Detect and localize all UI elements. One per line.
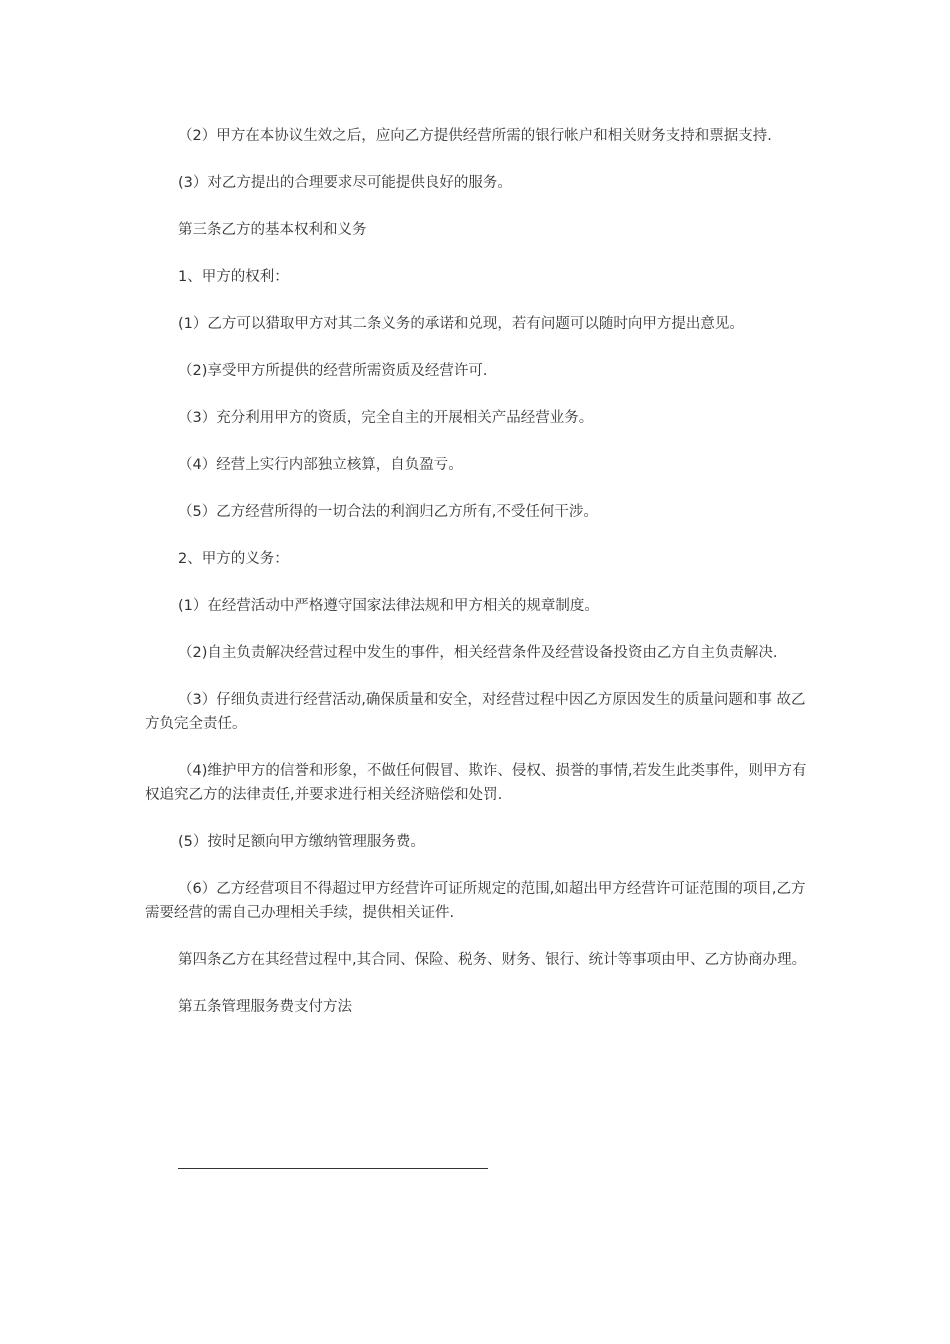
subheading-obligations: 2、甲方的义务： [178,551,289,567]
section-heading-article-3: 第三条乙方的基本权利和义务 [178,222,367,238]
paragraph-party-a-service: (3）对乙方提出的合理要求尽可能提供良好的服务。 [178,175,512,191]
section-heading-article-5: 第五条管理服务费支付方法 [178,999,352,1015]
paragraph-obligation-4: （4)维护甲方的信誉和形象，不做任何假冒、欺诈、侵权、损誉的事情,若发生此类事件，则甲方有权追究乙方的法律责任,并要求进行相关经济赔偿和处罚. [145,763,807,803]
paragraph-obligation-5: (5）按时足额向甲方缴纳管理服务费。 [178,834,425,850]
paragraph-obligation-2: （2)自主负责解决经营过程中发生的事件，相关经营条件及经营设备投资由乙方自主负责解决. [178,645,778,661]
subheading-rights: 1、甲方的权利： [178,269,289,285]
paragraph-party-a-bank-support: （2）甲方在本协议生效之后，应向乙方提供经营所需的银行帐户和相关财务支持和票据支持. [178,128,772,144]
section-heading-article-4: 第四条乙方在其经营过程中,其合同、保险、税务、财务、银行、统计等事项由甲、乙方协商办理。 [178,952,807,968]
paragraph-right-5: （5）乙方经营所得的一切合法的利润归乙方所有,不受任何干涉。 [178,504,598,520]
paragraph-right-2: （2)享受甲方所提供的经营所需资质及经营许可. [178,363,488,379]
paragraph-right-3: （3）充分利用甲方的资质，完全自主的开展相关产品经营业务。 [178,410,594,426]
paragraph-right-1: (1）乙方可以猎取甲方对其二条义务的承诺和兑现，若有问题可以随时向甲方提出意见。 [178,316,744,332]
paragraph-obligation-6: （6）乙方经营项目不得超过甲方经营许可证所规定的范围,如超出甲方经营许可证范围的项目,乙方需要经营的需自己办理相关手续，提供相关证件. [145,881,806,921]
paragraph-right-4: （4）经营上实行内部独立核算，自负盈亏。 [178,457,463,473]
paragraph-obligation-1: (1）在经营活动中严格遵守国家法律法规和甲方相关的规章制度。 [178,598,599,614]
blank-fill-line [178,1168,488,1169]
paragraph-obligation-3: （3）仔细负责进行经营活动,确保质量和安全，对经营过程中因乙方原因发生的质量问题和事 故乙方负完全责任。 [145,692,806,732]
document-body [145,124,810,1042]
